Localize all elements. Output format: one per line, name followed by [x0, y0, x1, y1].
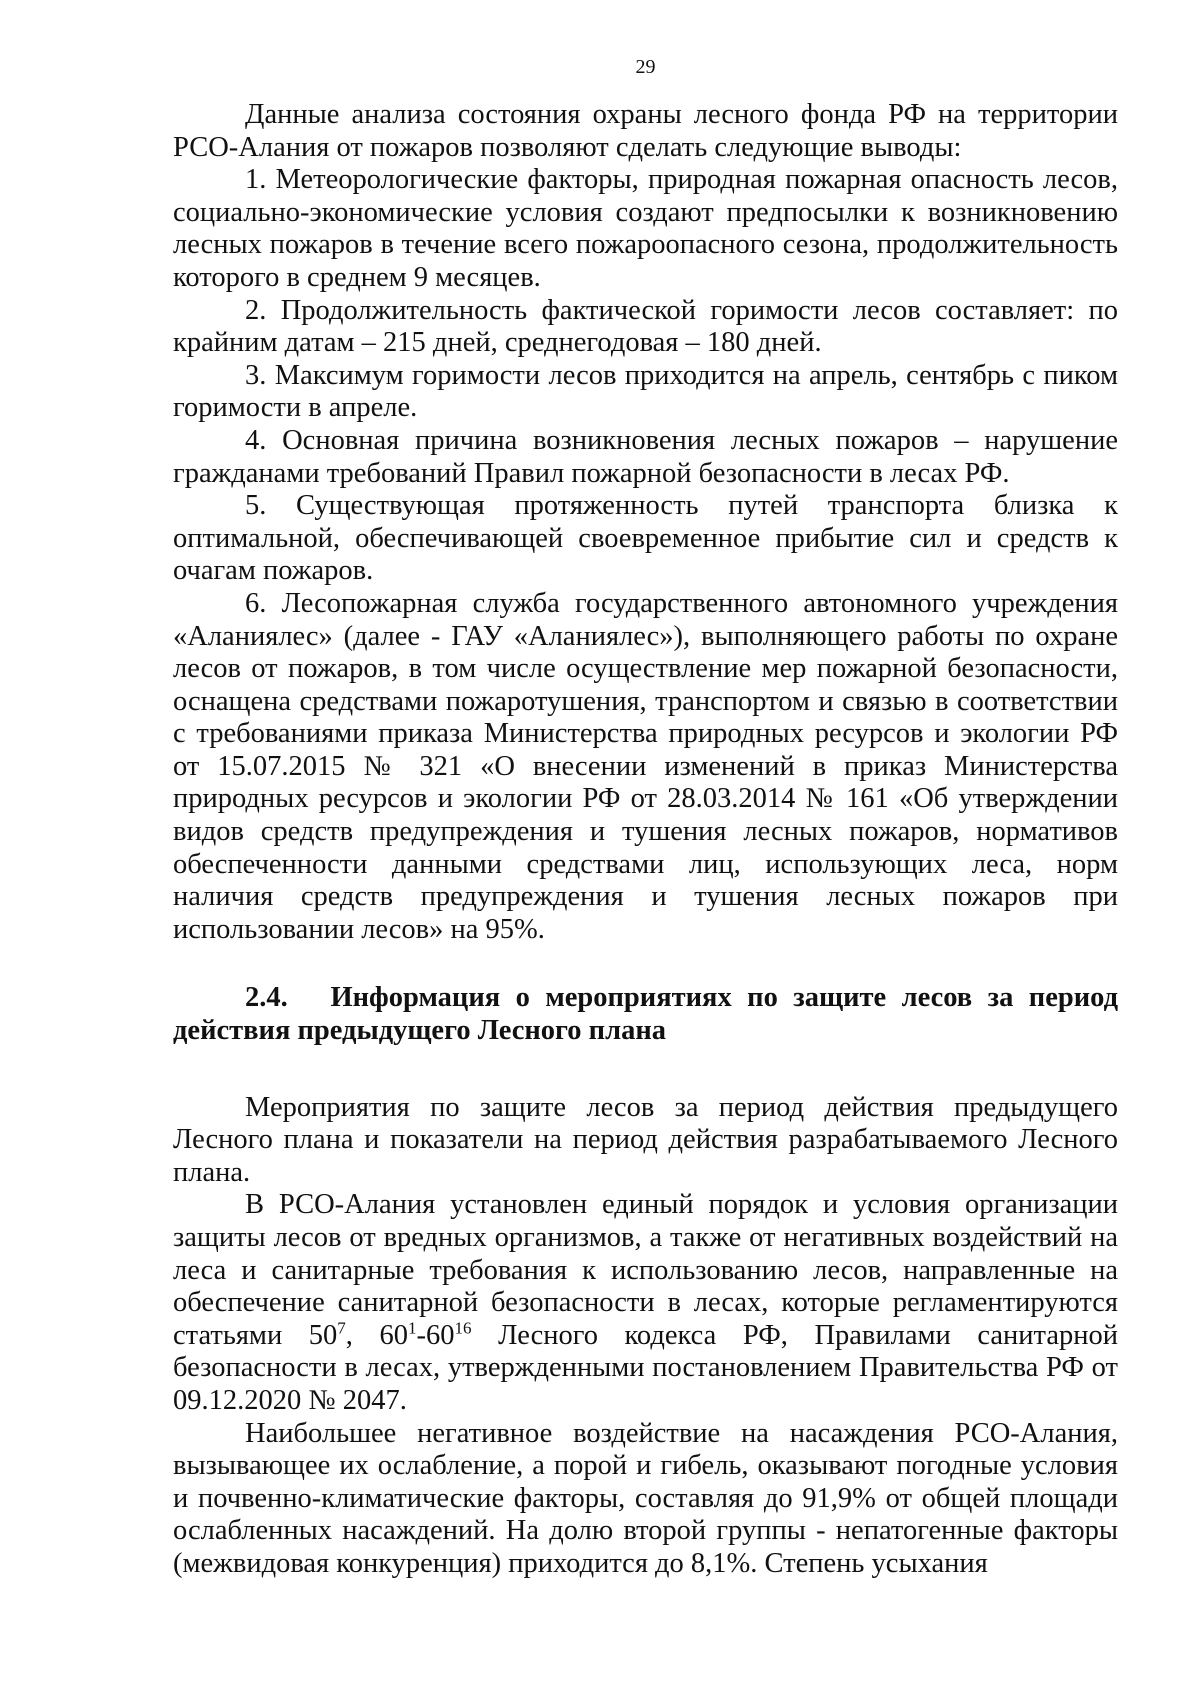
regulation-text-mid-2: -60	[416, 1319, 455, 1351]
conclusion-item-1: 1. Метеорологические факторы, природная пожарная опасность лесов, социально-экономические условия создают предпосылки к возникновению лесных пожаров в течение всего пожароопасного сезона, продолжительность которого в среднем 9 месяцев.	[173, 164, 1118, 293]
conclusion-item-5: 5. Существующая протяженность путей транспорта близка к оптимальной, обеспечивающей своевременное прибытие сил и средств к очагам пожаров.	[173, 490, 1118, 587]
regulation-text-mid-1: , 60	[345, 1319, 408, 1351]
superscript-1: 1	[408, 1318, 417, 1338]
section-heading	[173, 982, 1118, 1047]
conclusion-item-2: 2. Продолжительность фактической горимости лесов составляет: по крайним датам – 215 дней, среднегодовая – 180 дней.	[173, 294, 1118, 359]
page-number: 29	[635, 56, 656, 78]
paragraph-measures: Мероприятия по защите лесов за период действия предыдущего Лесного плана и показатели на период действия разрабатываемого Лесного плана.	[173, 1091, 1118, 1188]
conclusion-item-3: 3. Максимум горимости лесов приходится на апрель, сентябрь с пиком горимости в апреле.	[173, 359, 1118, 424]
regulation-text-start: В РСО-Алания установлен единый порядок и условия организации защиты лесов от вредных организмов, а также от негативных воздействий на леса и санитарные требования к использованию лесов, направленные на обеспечение санитарной безопасности в лесах, которые регламентируются статьями 50	[173, 1189, 1118, 1351]
regulation-text-end: Лесного кодекса РФ, Правилами санитарной безопасности в лесах, утвержденными постановлением Правительства РФ от 09.12.2020 № 2047.	[173, 1319, 1118, 1416]
superscript-16: 16	[454, 1318, 472, 1338]
section-title: Информация о мероприятиях по защите лесов за период действия предыдущего Лесного плана	[173, 982, 1118, 1047]
intro-paragraph: Данные анализа состояния охраны лесного фонда РФ на территории РСО-Алания от пожаров позволяют сделать следующие выводы:	[173, 99, 1118, 163]
document-page	[173, 55, 1118, 1581]
conclusion-item-6: 6. Лесопожарная служба государственного автономного учреждения «Аланиялес» (далее - ГАУ «Аланиялес»), выполняющего работы по охране лесов от пожаров, в том числе осуществление мер пожарной безопасности, оснащена средствами пожаротушения, транспортом и связью в соответствии с требованиями приказа Министерства природных ресурсов и экологии РФ от 15.07.2015 № 321 «О внесении изменений в приказ Министерства природных ресурсов и экологии РФ от 28.03.2014 № 161 «Об утверждении видов средств предупреждения и тушения лесных пожаров, нормативов обеспеченности данными средствами лиц, использующих леса, норм наличия средств предупреждения и тушения лесных пожаров при использовании лесов» на 95%.	[173, 587, 1118, 945]
superscript-7: 7	[337, 1318, 346, 1338]
paragraph-regulation	[173, 1189, 1118, 1417]
conclusion-item-4: 4. Основная причина возникновения лесных пожаров – нарушение гражданами требований Правил пожарной безопасности в лесах РФ.	[173, 424, 1118, 489]
paragraph-impact: Наибольшее негативное воздействие на насаждения РСО-Алания, вызывающее их ослабление, а порой и гибель, оказывают погодные условия и почвенно-климатические факторы, составляя до 91,9% от общей площади ослабленных насаждений. На долю второй группы - непатогенные факторы (межвидовая конкуренция) приходится до 8,1%. Степень усыхания	[173, 1417, 1118, 1579]
section-number: 2.4.	[245, 982, 288, 1014]
